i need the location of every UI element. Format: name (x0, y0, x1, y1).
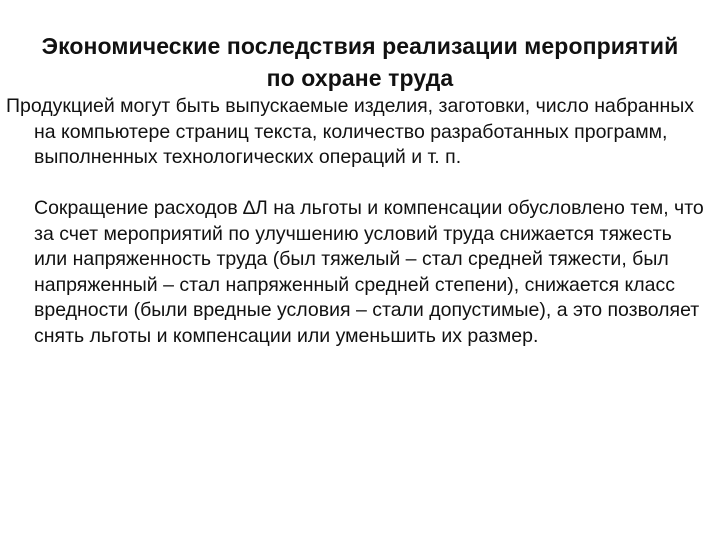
paragraph-production: Продукцией могут быть выпускаемые изделия, заготовки, число набранных на компьютере страниц текста, количество разработанных программ, выполненных технологических операций и т. п. (6, 95, 695, 168)
slide-title: Экономические последствия реализации мероприятий по охране труда (41, 33, 679, 91)
paragraph-cost-reduction: Сокращение расходов ∆Л на льготы и компенсации обусловлено тем, что за счет мероприятий по улучшению условий труда снижается тяжесть или напряженность труда (был тяжелый – стал средней тяжести, был напряженный – стал напряженный средней степени), снижается класс вредности (были вредные условия – стали допустимые), а это позволяет снять льготы и компенсации или уменьшить их размер. (34, 197, 704, 347)
slide-body (6, 94, 706, 349)
